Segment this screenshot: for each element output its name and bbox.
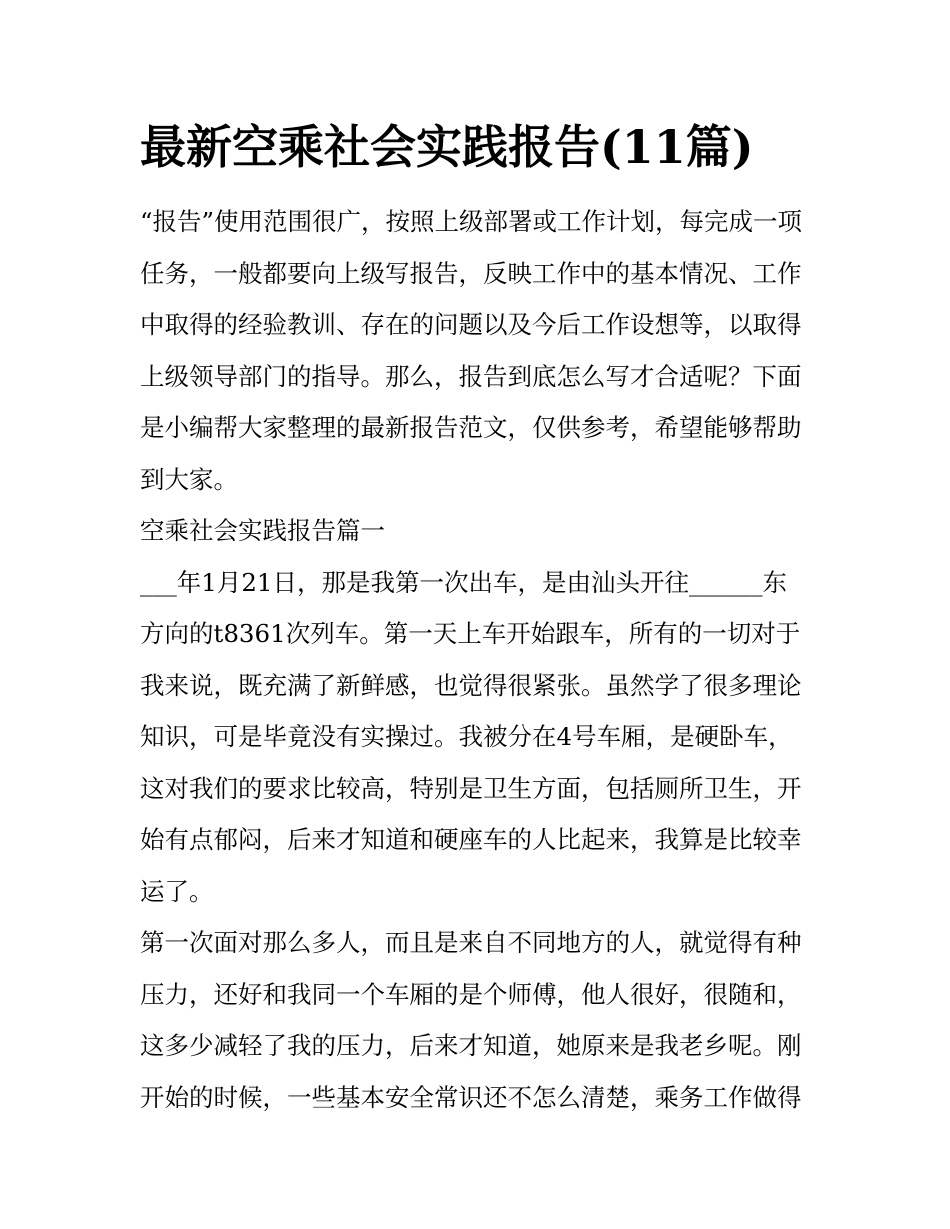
text-line: 我来说，既充满了新鲜感，也觉得很紧张。虽然学了很多理论 bbox=[140, 670, 802, 700]
text-line: 这对我们的要求比较高，特别是卫生方面，包括厕所卫生，开 bbox=[140, 773, 802, 803]
text-line: 运了。 bbox=[140, 876, 214, 906]
text-line: 任务，一般都要向上级写报告，反映工作中的基本情况、工作 bbox=[140, 258, 802, 288]
section-heading: 空乘社会实践报告篇一 bbox=[140, 516, 385, 545]
text-line: 知识，可是毕竟没有实操过。我被分在4号车厢，是硬卧车， bbox=[140, 722, 793, 751]
text-line: 始有点郁闷，后来才知道和硬座车的人比起来，我算是比较幸 bbox=[140, 825, 802, 854]
text-line: 第一次面对那么多人，而且是来自不同地方的人，就觉得有种 bbox=[140, 928, 802, 957]
text-line: 中取得的经验教训、存在的问题以及今后工作设想等，以取得 bbox=[140, 310, 802, 339]
text-line: “报告”使用范围很广，按照上级部署或工作计划，每完成一项 bbox=[140, 207, 803, 236]
text-line: 这多少减轻了我的压力，后来才知道，她原来是我老乡呢。刚 bbox=[140, 1031, 802, 1060]
document-title: 最新空乘社会实践报告(11篇) bbox=[140, 120, 754, 174]
text-line: 上级领导部门的指导。那么，报告到底怎么写才合适呢？下面 bbox=[140, 361, 802, 391]
text-line: 是小编帮大家整理的最新报告范文，仅供参考，希望能够帮助 bbox=[140, 413, 802, 442]
text-line: ___年1月21日，那是我第一次出车，是由汕头开往______东 bbox=[140, 567, 788, 597]
text-line: 方向的t8361次列车。第一天上车开始跟车，所有的一切对于 bbox=[140, 619, 801, 648]
text-line: 到大家。 bbox=[140, 464, 238, 494]
text-line: 开始的时候，一些基本安全常识还不怎么清楚，乘务工作做得 bbox=[140, 1082, 802, 1112]
text-line: 压力，还好和我同一个车厢的是个师傅，他人很好，很随和， bbox=[140, 979, 802, 1009]
document-body bbox=[140, 196, 820, 1123]
